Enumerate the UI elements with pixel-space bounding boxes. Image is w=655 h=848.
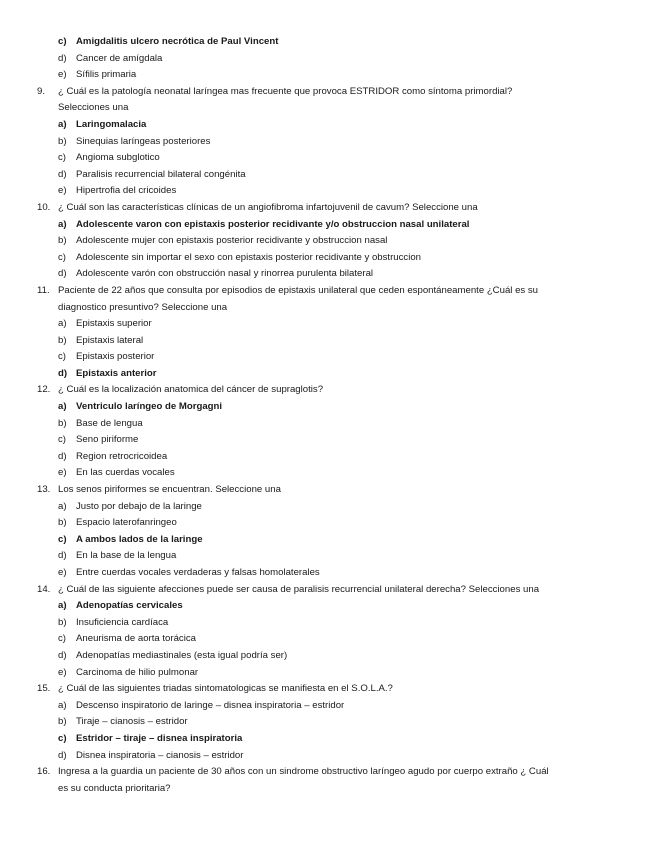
option-text: Disnea inspiratoria – cianosis – estridor (76, 749, 244, 761)
option-label: b) (58, 417, 67, 429)
option-label: a) (58, 699, 67, 711)
option-label: e) (58, 666, 67, 678)
question-text (0, 681, 655, 698)
option-text: Epistaxis anterior (76, 367, 157, 379)
option-label: d) (58, 52, 67, 64)
option-label: c) (58, 434, 66, 446)
answer-option (0, 432, 655, 449)
option-text: Epistaxis lateral (76, 334, 144, 346)
answer-option-correct (0, 598, 655, 615)
option-text: Descenso inspiratorio de laringe – disnea inspiratoria – estridor (76, 699, 345, 711)
question-block (0, 382, 655, 482)
option-text: Paralisis recurrencial bilateral congénita (76, 168, 246, 180)
option-text: Epistaxis posterior (76, 351, 155, 363)
answer-option (0, 167, 655, 184)
option-text: Adolescente varón con obstrucción nasal y rinorrea purulenta bilateral (76, 268, 374, 280)
question-line: ¿ Cuál de las siguientes triadas sintomatologicas se manifiesta en el S.O.L.A.? (58, 683, 393, 695)
option-text: Amigdalitis ulcero necrótica de Paul Vincent (76, 36, 279, 47)
question-number: 16. (37, 766, 51, 778)
option-text: Sinequias laríngeas posteriores (76, 135, 211, 147)
answer-option-correct (0, 366, 655, 383)
answer-option-correct (0, 34, 655, 51)
answer-option (0, 250, 655, 267)
question-number: 12. (37, 384, 51, 396)
answer-option (0, 698, 655, 715)
question-text (0, 764, 655, 781)
option-text: Insuficiencia cardíaca (76, 616, 169, 628)
option-text: Seno piriforme (76, 434, 139, 446)
option-label: c) (58, 152, 66, 164)
answer-option (0, 748, 655, 765)
option-text: Region retrocricoidea (76, 450, 168, 462)
option-text: Base de lengua (76, 417, 143, 429)
question-text-continued: diagnostico presuntivo? Seleccione una (58, 301, 228, 313)
answer-option (0, 648, 655, 665)
question-line: ¿ Cuál es la localización anatomica del cáncer de supraglotis? (58, 384, 324, 396)
option-label: a) (58, 218, 67, 230)
option-text: Carcinoma de hilio pulmonar (76, 666, 199, 678)
option-label: d) (58, 649, 67, 661)
option-label: c) (58, 351, 66, 363)
option-label: e) (58, 69, 67, 81)
option-label: d) (58, 168, 67, 180)
question-text-continued: es su conducta prioritaria? (58, 782, 171, 794)
option-label: d) (58, 550, 67, 562)
answer-option (0, 416, 655, 433)
option-text: En la base de la lengua (76, 550, 177, 562)
question-text-continued: Selecciones una (58, 102, 129, 114)
option-label: a) (58, 500, 67, 512)
option-label: e) (58, 467, 67, 479)
question-text (0, 482, 655, 499)
answer-option (0, 548, 655, 565)
option-text: Angioma subglotico (76, 152, 160, 164)
answer-option (0, 631, 655, 648)
answer-option (0, 183, 655, 200)
question-text (0, 283, 655, 300)
option-label: a) (58, 401, 67, 413)
question-line: ¿ Cuál son las características clínicas de un angiofibroma infartojuvenil de cavum? Seleccione una (58, 201, 478, 213)
option-label: e) (58, 567, 67, 578)
option-label: a) (58, 600, 67, 612)
answer-option (0, 565, 655, 582)
question-line: ¿ Cuál de las siguiente afecciones puede ser causa de paralisis recurrencial unilateral derecha? Selecciones una (58, 583, 540, 595)
question-number: 9. (37, 85, 46, 97)
question-line: Paciente de 22 años que consulta por episodios de epistaxis unilateral que ceden espontáneamente ¿Cuál es su (58, 284, 539, 296)
question-block (0, 84, 655, 200)
option-text: En las cuerdas vocales (76, 467, 175, 479)
option-text: Aneurisma de aorta torácica (76, 633, 196, 645)
option-label: a) (58, 118, 67, 130)
option-text: Adenopatías cervicales (76, 600, 183, 612)
option-text: Laringomalacia (76, 118, 147, 130)
option-text: Justo por debajo de la laringe (76, 500, 202, 512)
answer-option (0, 515, 655, 532)
question-block (0, 582, 655, 682)
answer-option (0, 349, 655, 366)
question-block (0, 764, 655, 797)
option-text: Adolescente mujer con epistaxis posterior recidivante y obstruccion nasal (76, 235, 388, 247)
question-block (0, 200, 655, 283)
question-text (0, 84, 655, 101)
question-number: 10. (37, 201, 51, 213)
option-text: Adolescente sin importar el sexo con epistaxis posterior recidivante y obstruccion (76, 251, 422, 263)
option-label: e) (58, 185, 67, 197)
question-line: ¿ Cuál es la patología neonatal laríngea mas frecuente que provoca ESTRIDOR como síntoma primordial? (58, 85, 513, 97)
question-line: Ingresa a la guardia un paciente de 30 años con un sindrome obstructivo laríngeo agudo por cuerpo extraño ¿ Cuál (58, 766, 549, 778)
question-number: 15. (37, 683, 51, 695)
option-label: b) (58, 716, 67, 728)
option-label: b) (58, 235, 67, 247)
option-text: Adolescente varon con epistaxis posterior recidivante y/o obstruccion nasal unilateral (76, 218, 470, 230)
option-text: Estridor – tiraje – disnea inspiratoria (76, 732, 243, 744)
option-label: c) (58, 633, 66, 645)
answer-option-correct (0, 217, 655, 234)
answer-option (0, 150, 655, 167)
option-label: b) (58, 616, 67, 628)
option-text: Ventriculo laríngeo de Morgagni (76, 401, 223, 413)
answer-option (0, 465, 655, 482)
option-text: Entre cuerdas vocales verdaderas y falsas homolaterales (76, 567, 320, 578)
option-label: a) (58, 318, 67, 330)
answer-option (0, 615, 655, 632)
option-text: Epistaxis superior (76, 318, 152, 330)
option-text: A ambos lados de la laringe (76, 533, 203, 545)
answer-option (0, 233, 655, 250)
option-label: b) (58, 135, 67, 147)
answer-option-correct (0, 117, 655, 134)
question-block (0, 681, 655, 764)
option-text: Adenopatías mediastinales (esta igual podría ser) (76, 649, 288, 661)
answer-option (0, 665, 655, 682)
answer-option (0, 714, 655, 731)
answer-option (0, 266, 655, 283)
question-text (0, 382, 655, 399)
answer-option (0, 67, 655, 84)
question-text (0, 582, 655, 599)
option-text: Tiraje – cianosis – estridor (76, 716, 188, 728)
answer-option (0, 51, 655, 68)
option-label: d) (58, 268, 67, 280)
question-block (0, 283, 655, 383)
option-text: Espacio laterofanringeo (76, 517, 177, 529)
question-number: 13. (37, 484, 51, 496)
answer-option-correct (0, 399, 655, 416)
option-label: b) (58, 334, 67, 346)
answer-option-correct (0, 731, 655, 748)
answer-option (0, 316, 655, 333)
option-text: Cancer de amígdala (76, 52, 163, 64)
exam-page (0, 34, 655, 797)
option-label: c) (58, 533, 67, 545)
answer-option-correct (0, 532, 655, 549)
question-number: 14. (37, 583, 51, 595)
question-text (0, 200, 655, 217)
option-label: d) (58, 367, 68, 379)
answer-option (0, 333, 655, 350)
answer-option (0, 134, 655, 151)
option-label: c) (58, 732, 67, 744)
question-list (0, 84, 655, 798)
option-label: b) (58, 517, 67, 529)
option-label: c) (58, 36, 67, 47)
answer-option (0, 499, 655, 516)
option-label: d) (58, 749, 67, 761)
answer-option (0, 449, 655, 466)
question-line: Los senos piriformes se encuentran. Seleccione una (58, 484, 281, 496)
option-text: Hipertrofia del cricoides (76, 185, 177, 197)
question-block (0, 482, 655, 582)
lead-options (0, 34, 655, 84)
option-text: Sífilis primaria (76, 69, 137, 81)
option-label: d) (58, 450, 67, 462)
option-label: c) (58, 251, 66, 263)
question-number: 11. (37, 284, 50, 296)
